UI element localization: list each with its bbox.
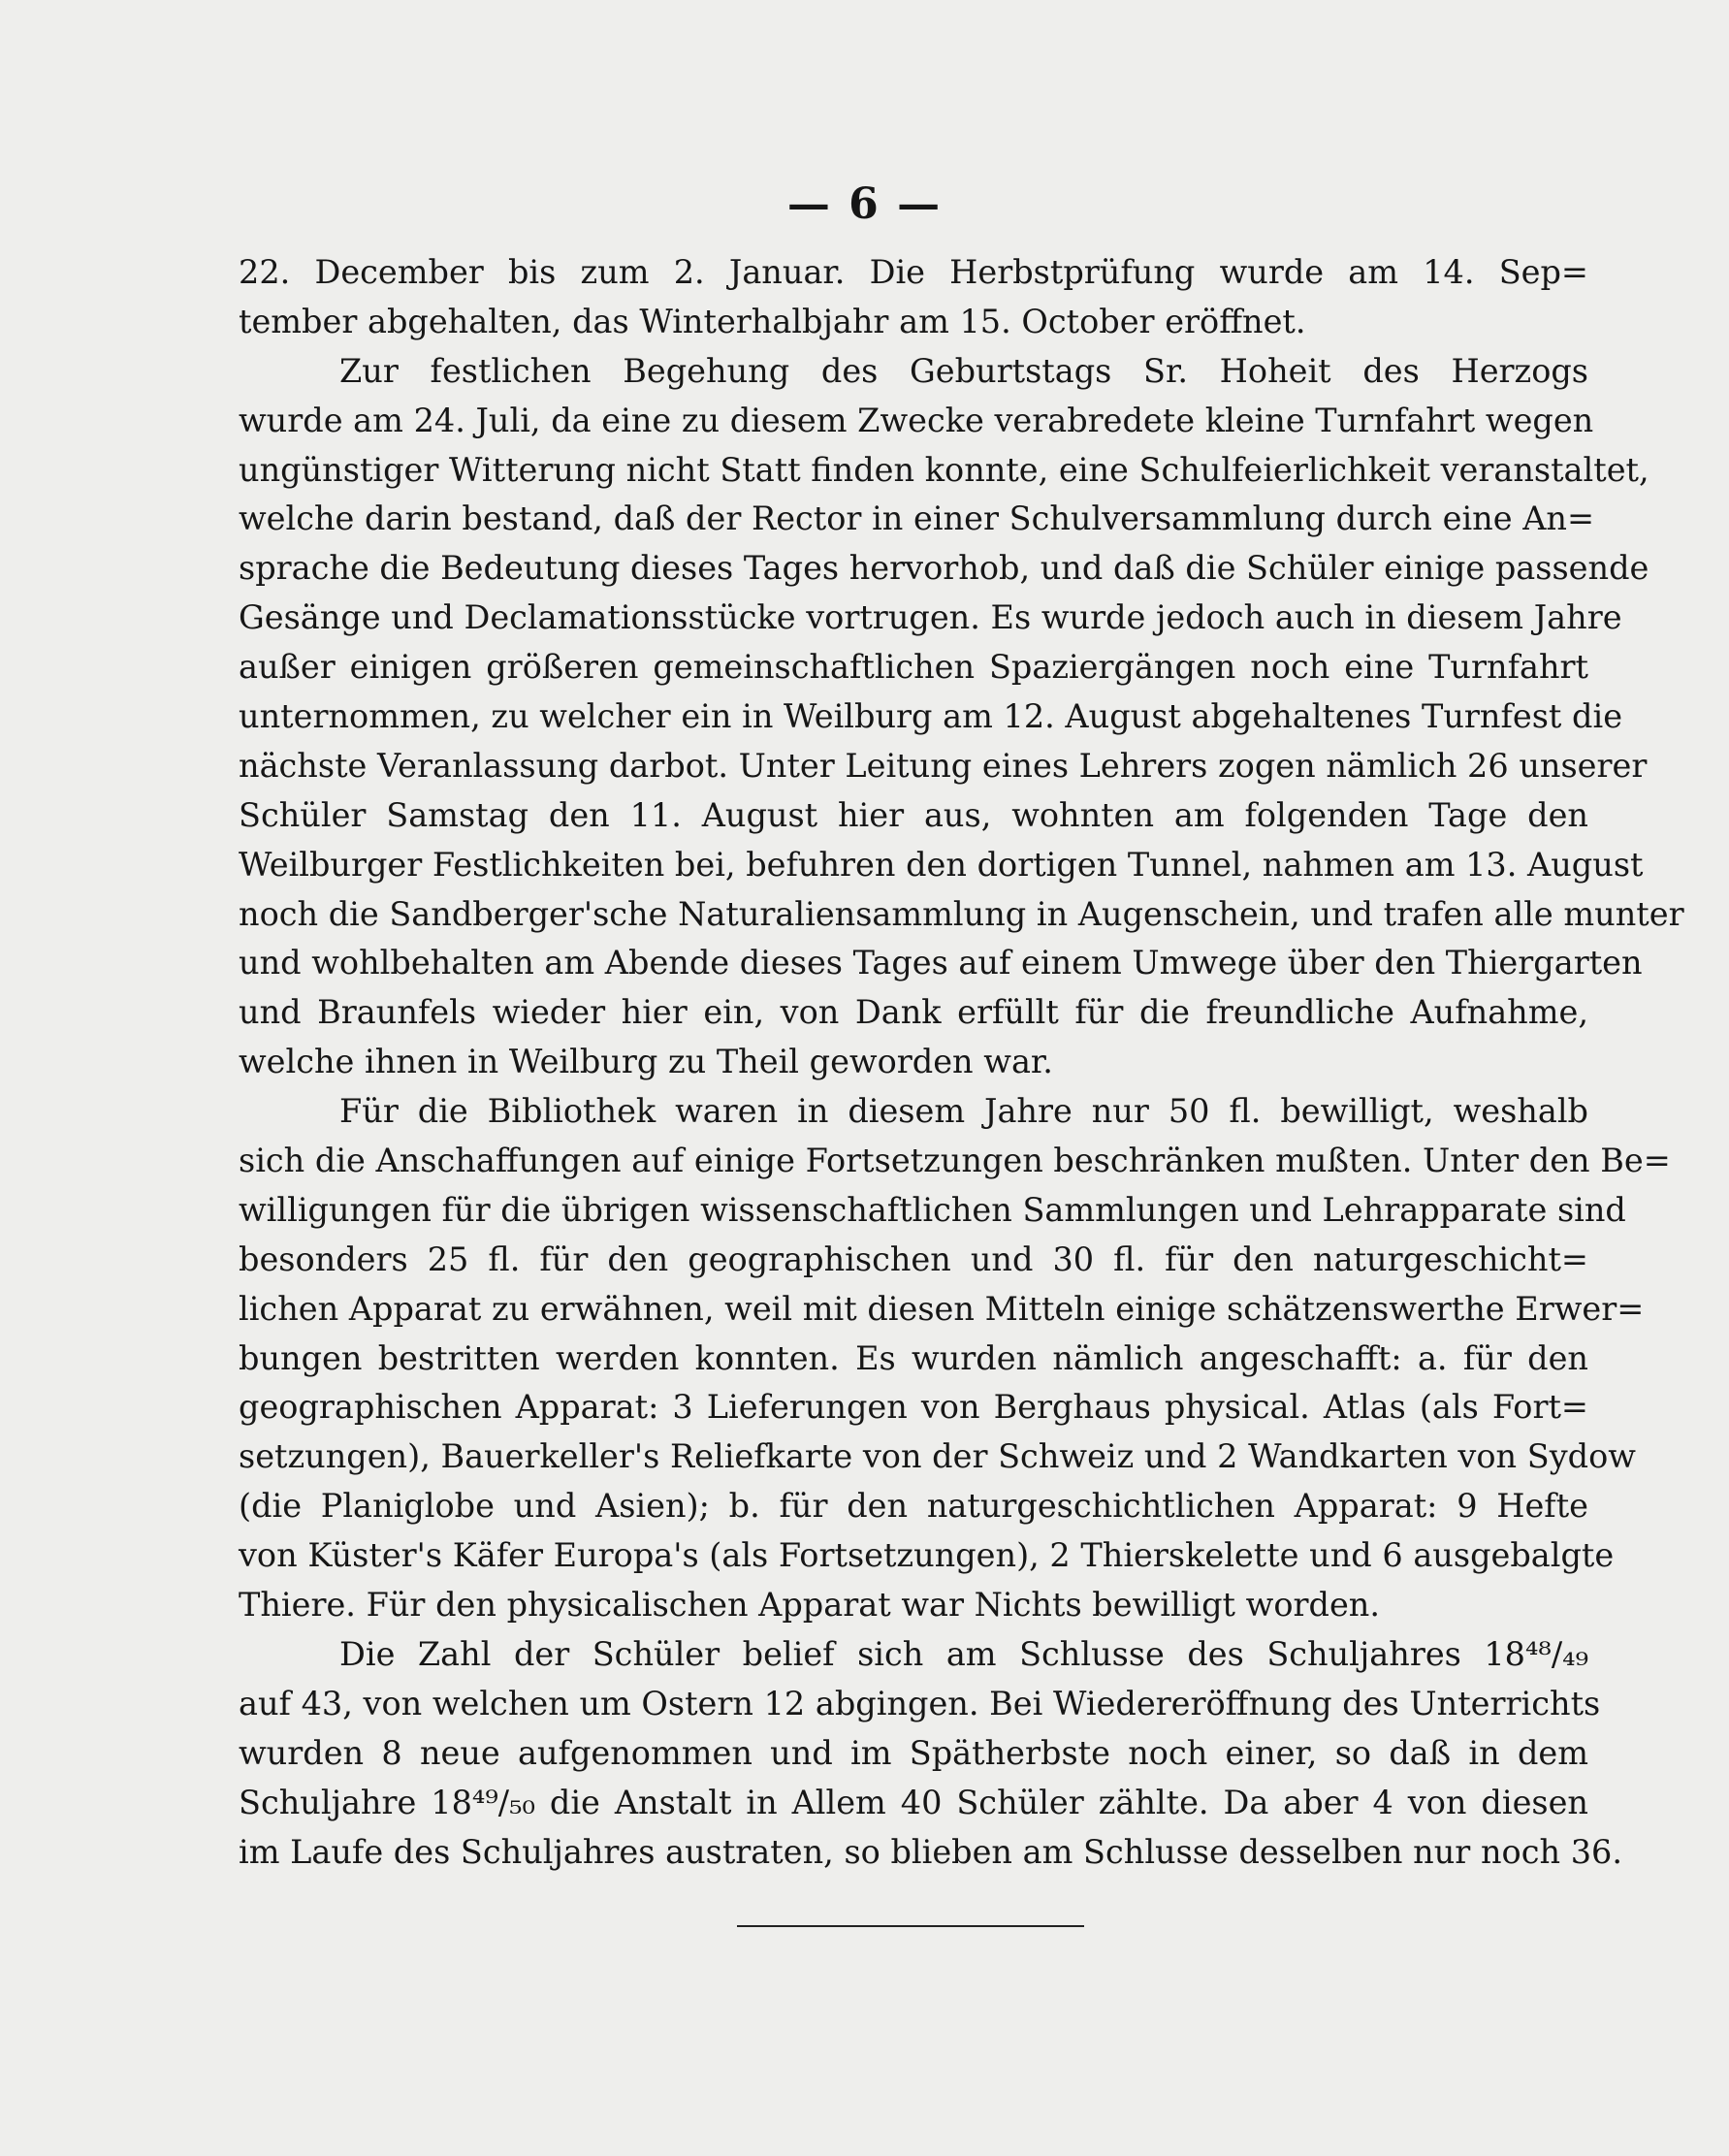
text-line: geographischen Apparat: 3 Lieferungen von Berghaus physical. Atlas (als Fort= bbox=[239, 1388, 1588, 1427]
text-line: (die Planiglobe und Asien); b. für den naturgeschichtlichen Apparat: 9 Hefte bbox=[239, 1487, 1588, 1526]
text-line: Schuljahre 18⁴⁹/₅₀ die Anstalt in Allem 40 Schüler zählte. Da aber 4 von diesen bbox=[239, 1783, 1588, 1821]
text-line: 22. December bis zum 2. Januar. Die Herbstprüfung wurde am 14. Sep= bbox=[239, 253, 1588, 291]
text-line: unternommen, zu welcher ein in Weilburg am 12. August abgehaltenes Turnfest die bbox=[239, 697, 1623, 736]
text-line: setzungen), Bauerkeller's Reliefkarte von der Schweiz und 2 Wandkarten von Sydow bbox=[239, 1437, 1636, 1476]
text-line: welche ihnen in Weilburg zu Theil geworden war. bbox=[239, 1043, 1053, 1081]
text-line: von Küster's Käfer Europa's (als Fortsetzungen), 2 Thierskelette und 6 ausgebalgte bbox=[239, 1536, 1615, 1575]
text-line: im Laufe des Schuljahres austraten, so blieben am Schlusse desselben nur noch 36. bbox=[239, 1832, 1622, 1871]
text-line: sich die Anschaffungen auf einige Fortsetzungen beschränken mußten. Unter den Be= bbox=[239, 1142, 1671, 1180]
text-line: und Braunfels wieder hier ein, von Dank erfüllt für die freundliche Aufnahme, bbox=[239, 993, 1588, 1032]
text-line: wurde am 24. Juli, da eine zu diesem Zwecke verabredete kleine Turnfahrt wegen bbox=[239, 401, 1594, 439]
body-text bbox=[239, 248, 1684, 1877]
text-line: besonders 25 fl. für den geographischen und 30 fl. für den naturgeschicht= bbox=[239, 1239, 1588, 1278]
text-line: Gesänge und Declamationsstücke vortrugen. Es wurde jedoch auch in diesem Jahre bbox=[239, 598, 1622, 637]
text-line: auf 43, von welchen um Ostern 12 abgingen. Bei Wiedereröffnung des Unterrichts bbox=[239, 1684, 1601, 1722]
text-line: noch die Sandberger'sche Naturaliensammlung in Augenschein, und trafen alle munter bbox=[239, 894, 1684, 933]
text-line: sprache die Bedeutung dieses Tages hervorhob, und daß die Schüler einige passende bbox=[239, 549, 1649, 588]
text-line: Zur festlichen Begehung des Geburtstags Sr. Hoheit des Herzogs bbox=[339, 351, 1588, 390]
text-line: und wohlbehalten am Abende dieses Tages auf einem Umwege über den Thiergarten bbox=[239, 944, 1643, 982]
page-number: — 6 — bbox=[786, 179, 943, 229]
text-line: Weilburger Festlichkeiten bei, befuhren den dortigen Tunnel, nahmen am 13. August bbox=[239, 845, 1644, 884]
text-line: außer einigen größeren gemeinschaftlichen Spaziergängen noch eine Turnfahrt bbox=[239, 648, 1588, 687]
text-line: welche darin bestand, daß der Rector in einer Schulversammlung durch eine An= bbox=[239, 499, 1595, 538]
text-line: Für die Bibliothek waren in diesem Jahre nur 50 fl. bewilligt, weshalb bbox=[339, 1092, 1588, 1131]
text-line: wurden 8 neue aufgenommen und im Spätherbste noch einer, so daß in dem bbox=[239, 1733, 1588, 1772]
text-line: Die Zahl der Schüler belief sich am Schlusse des Schuljahres 18⁴⁸/₄₉ bbox=[339, 1634, 1588, 1673]
text-line: tember abgehalten, das Winterhalbjahr am 15. October eröffnet. bbox=[239, 302, 1306, 340]
text-line: nächste Veranlassung darbot. Unter Leitung eines Lehrers zogen nämlich 26 unserer bbox=[239, 746, 1648, 785]
text-line: ungünstiger Witterung nicht Statt finden konnte, eine Schulfeierlichkeit veranstaltet, bbox=[239, 450, 1649, 489]
text-line: Schüler Samstag den 11. August hier aus, wohnten am folgenden Tage den bbox=[239, 795, 1588, 834]
text-line: bungen bestritten werden konnten. Es wurden nämlich angeschafft: a. für den bbox=[239, 1338, 1588, 1377]
text-line: Thiere. Für den physicalischen Apparat war Nichts bewilligt worden. bbox=[239, 1586, 1380, 1625]
text-line: willigungen für die übrigen wissenschaftlichen Sammlungen und Lehrapparate sind bbox=[239, 1190, 1626, 1229]
footer-divider bbox=[737, 1925, 1084, 1927]
text-line: lichen Apparat zu erwähnen, weil mit diesen Mitteln einige schätzenswerthe Erwer= bbox=[239, 1289, 1645, 1328]
